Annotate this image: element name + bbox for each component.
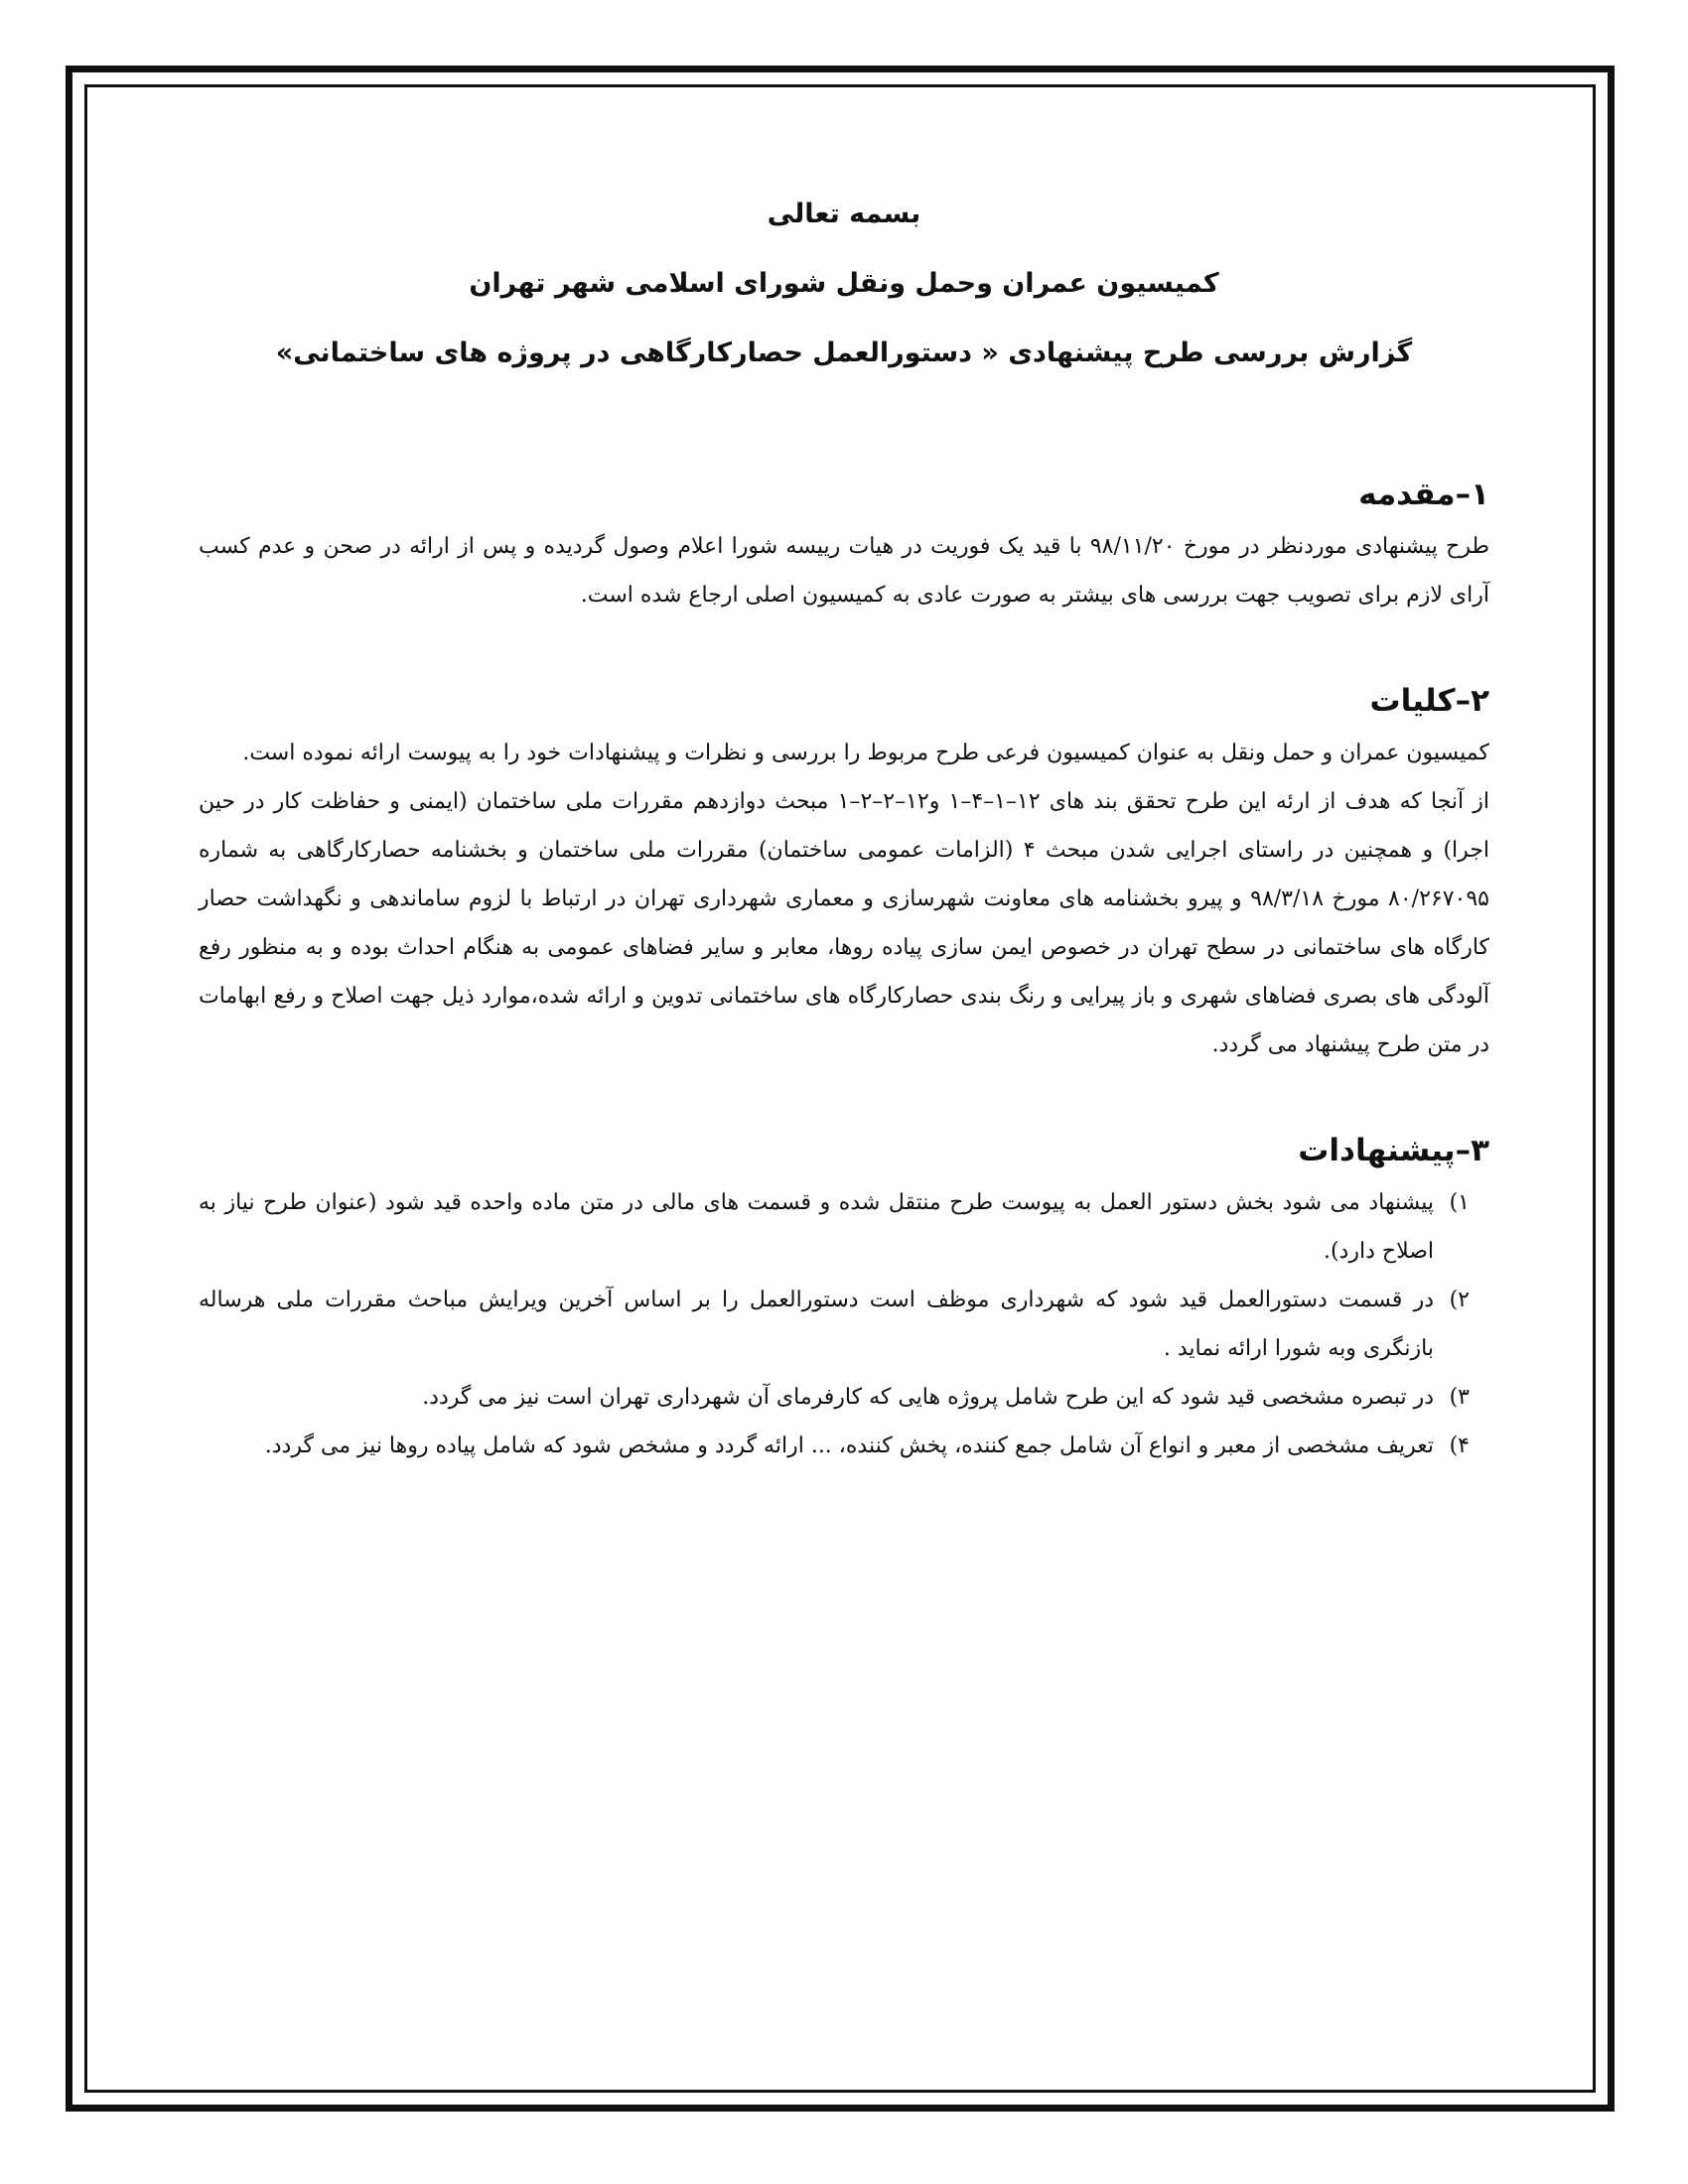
section-generalities-paragraph-1: کمیسیون عمران و حمل ونقل به عنوان کمیسیون فرعی طرح مربوط را بررسی و نظرات و پیشنهادات خود را به پیوست ارائه نموده است. <box>242 741 1489 765</box>
section-intro-paragraph: طرح پیشنهادی موردنظر در مورخ ۹۸/۱۱/۲۰ با قید یک فوریت در هیات رییسه شورا اعلام وصول گردیده و پس از ارائه در صحن و عدم کسب آرای لازم برای تصویب جهت بررسی های بیشتر به صورت عادی به کمیسیون اصلی ارجاع شده است. <box>199 534 1489 608</box>
list-item-text: در قسمت دستورالعمل قید شود که شهرداری موظف است دستورالعمل را بر اساس آخرین ویرایش مباحث مقررات ملی هرساله بازنگری وبه شورا ارائه نماید . <box>199 1288 1434 1361</box>
list-item <box>199 1276 1489 1373</box>
section-intro <box>199 473 1489 619</box>
list-item-text: در تبصره مشخصی قید شود که این طرح شامل پروژه هایی که کارفرمای آن شهرداری تهران است نیز می گردد. <box>422 1385 1434 1410</box>
invocation-heading: بسمه تعالی <box>767 199 921 229</box>
proposals-list <box>199 1178 1489 1470</box>
list-item-number: ۱) <box>1449 1190 1470 1215</box>
section-intro-title: ۱–مقدمه <box>1358 477 1489 512</box>
list-item-number: ۴) <box>1449 1433 1470 1458</box>
list-item <box>199 1373 1489 1422</box>
list-item-number: ۳) <box>1449 1385 1470 1410</box>
document-body <box>199 195 1489 1530</box>
list-item <box>199 1178 1489 1276</box>
section-proposals <box>199 1129 1489 1470</box>
commission-heading: کمیسیون عمران وحمل ونقل شورای اسلامی شهر تهران <box>469 268 1219 299</box>
section-generalities-title: ۲–کلیات <box>1369 683 1489 719</box>
list-item-text: پیشنهاد می شود بخش دستور العمل به پیوست طرح منتقل شده و قسمت های مالی در متن ماده واحده قید شود (عنوان طرح نیاز به اصلاح دارد). <box>199 1190 1434 1264</box>
list-item-number: ۲) <box>1449 1288 1470 1312</box>
section-generalities <box>199 679 1489 1069</box>
list-item <box>199 1422 1489 1470</box>
section-proposals-title: ۳–پیشنهادات <box>1298 1133 1489 1168</box>
section-generalities-paragraph-2: از آنجا که هدف از ارئه این طرح تحقق بند های ۱۲–۱–۴–۱ و۱۲–۲–۲–۱ مبحث دوازدهم مقررات ملی ساختمان (ایمنی و حفاظت کار در حین اجرا) و همچنین در راستای اجرایی شدن مبحث ۴ (الزامات عمومی ساختمان) مقررات ملی ساختمان و بخشنامه حصارکارگاهی به شماره ۸۰/۲۶۷۰۹۵ مورخ ۹۸/۳/۱۸ و پیرو بخشنامه های معاونت شهرسازی و معماری شهرداری تهران در ارتباط با لزوم ساماندهی و نگهداشت حصار کارگاه های ساختمانی در سطح تهران در خصوص ایمن سازی پیاده روها، معابر و سایر فضاهای عمومی به هنگام احداث بوده و به منظور رفع آلودگی های بصری فضاهای شهری و باز پیرایی و رنگ بندی حصارکارگاه های ساختمانی تدوین و ارائه شده،موارد ذیل جهت اصلاح و رفع ابهامات در متن طرح پیشنهاد می گردد. <box>199 789 1490 1057</box>
report-title: گزارش بررسی طرح پیشنهادی « دستورالعمل حصارکارگاهی در پروژه های ساختمانی» <box>275 338 1413 368</box>
list-item-text: تعریف مشخصی از معبر و انواع آن شامل جمع کننده، پخش کننده، ... ارائه گردد و مشخص شود که شامل پیاده روها نیز می گردد. <box>264 1433 1434 1458</box>
